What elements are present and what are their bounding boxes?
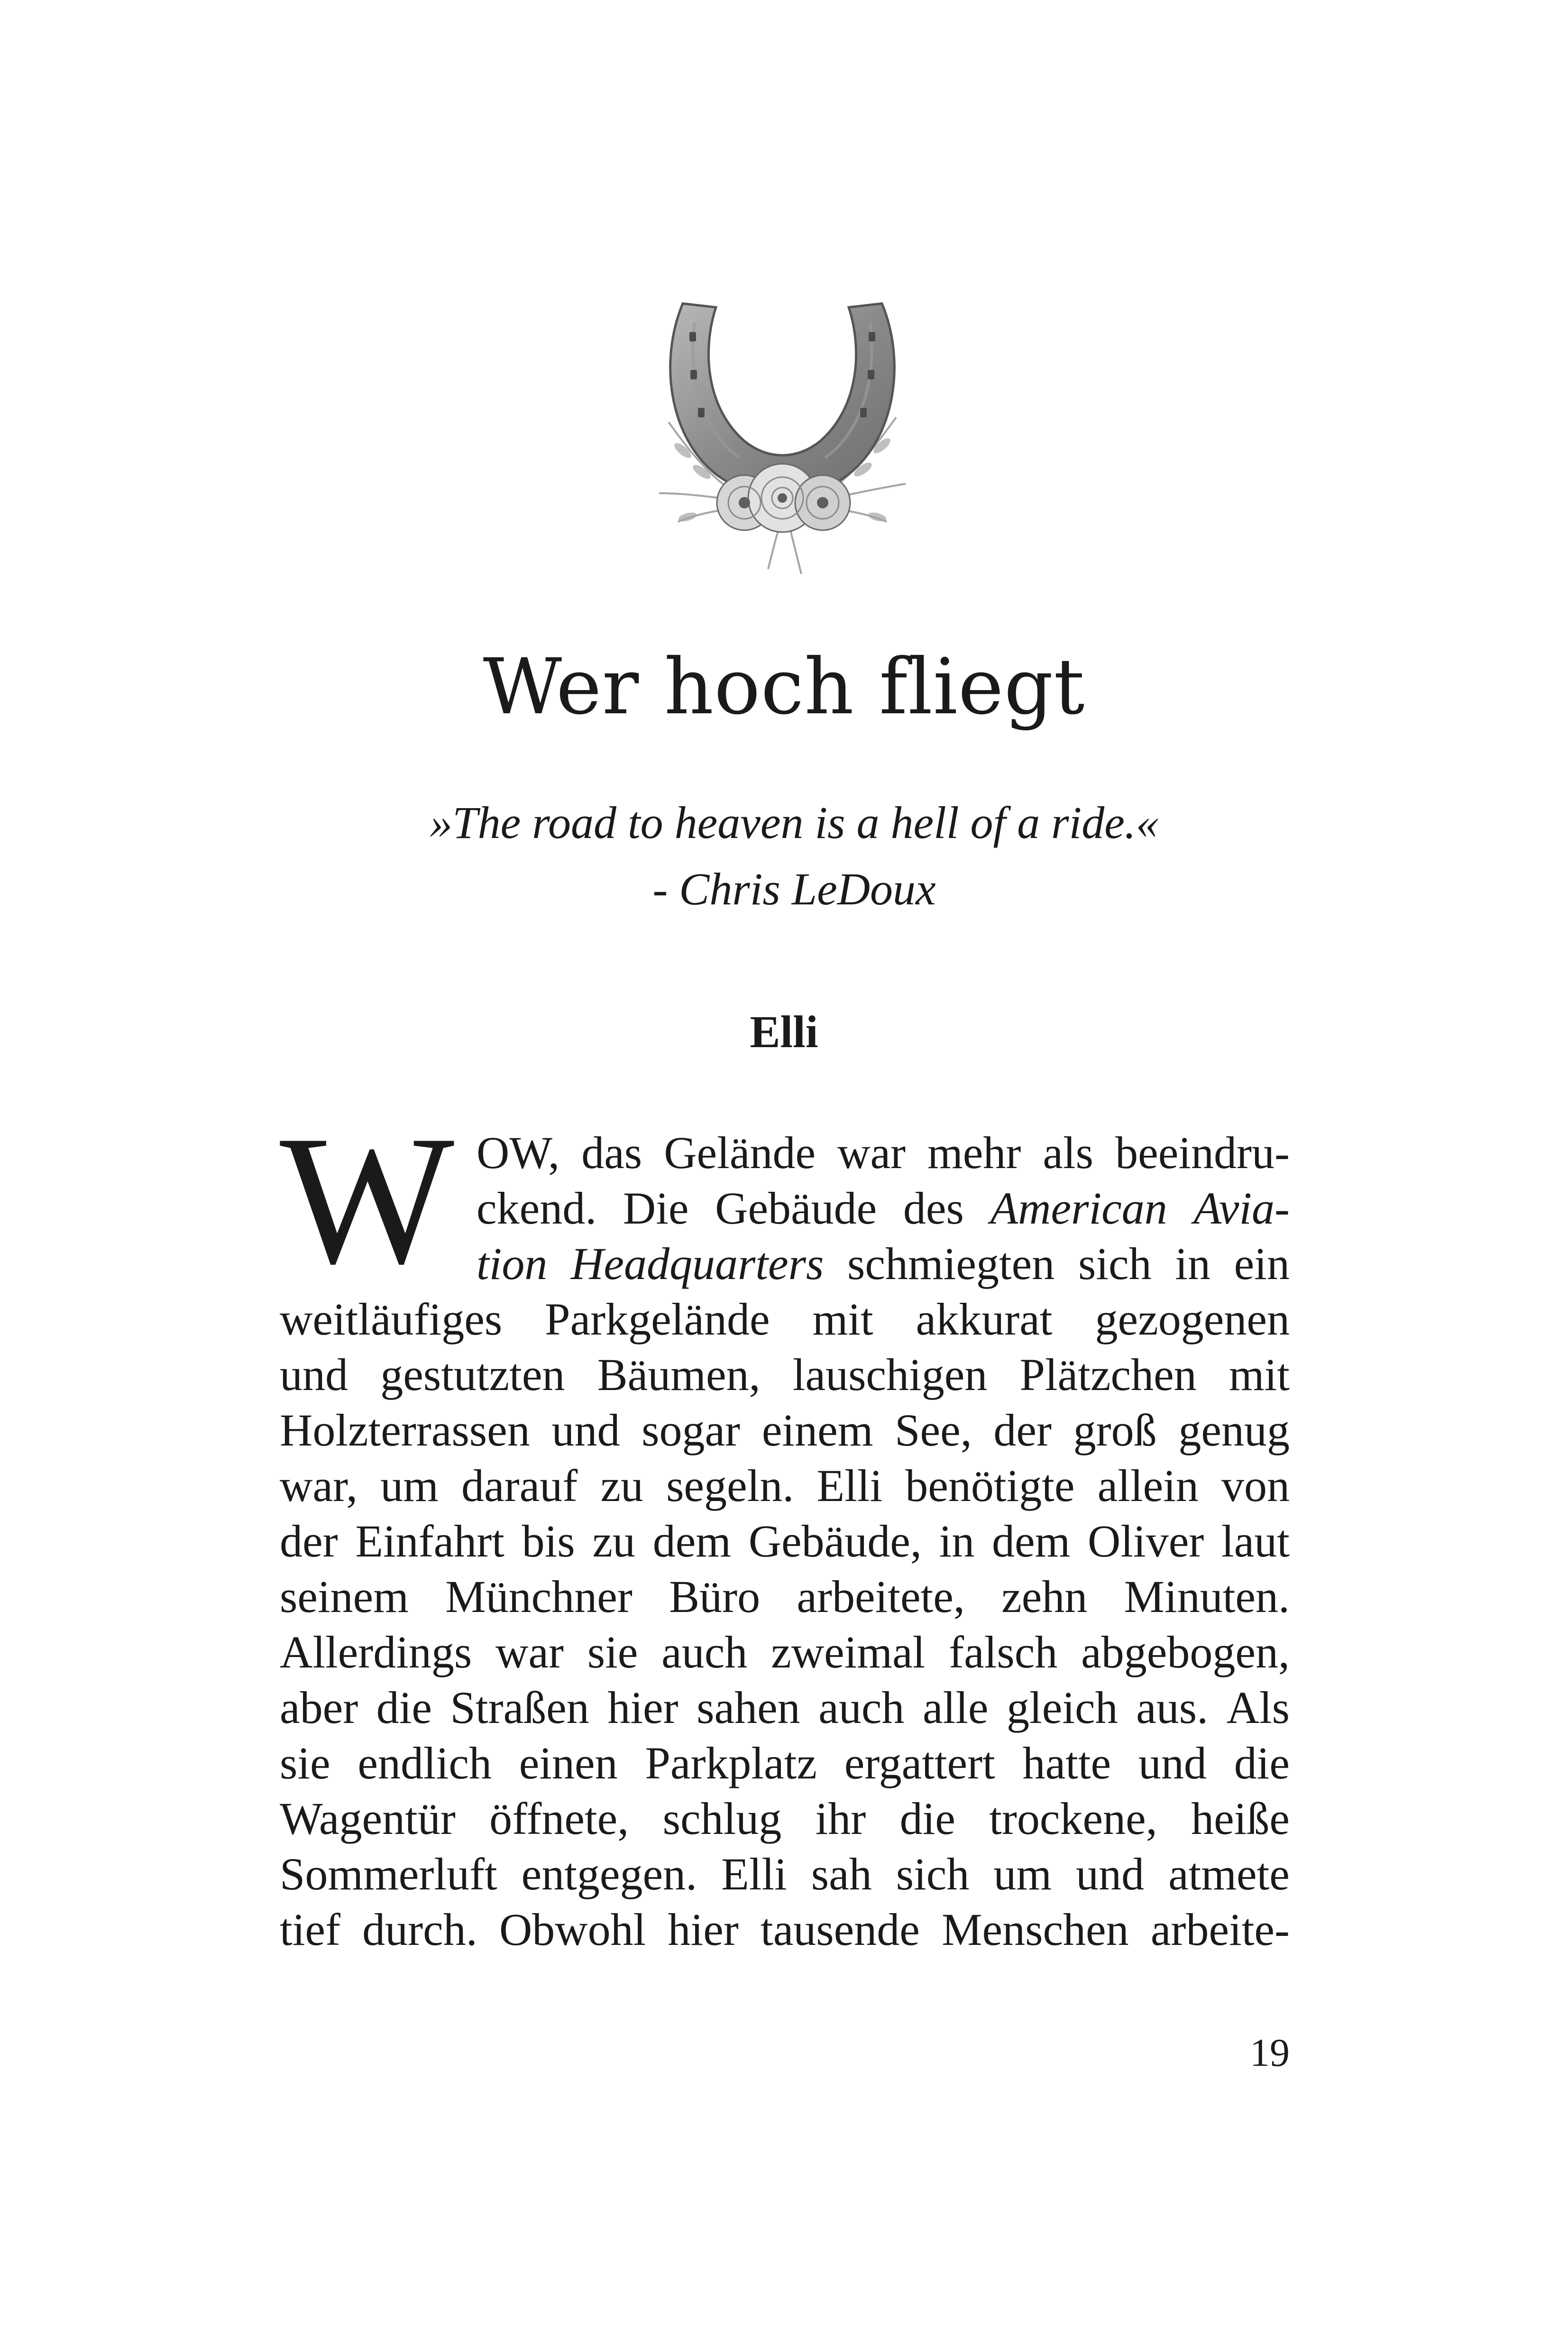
body-line: Allerdings war sie auch zweimal falsch abgebogen, — [280, 1627, 1290, 1677]
pov-character-heading: Elli — [750, 1006, 818, 1057]
drop-cap: W — [280, 1097, 455, 1302]
body-line: weitläufiges Parkgelände mit akkurat gezogenen — [280, 1294, 1290, 1345]
body-line: Holzterrassen und sogar einem See, der groß genug — [280, 1405, 1290, 1455]
page-number: 19 — [1250, 2031, 1290, 2075]
body-line: OW, das Gelände war mehr als beeindru- — [477, 1127, 1290, 1178]
body-line: seinem Münchner Büro arbeitete, zehn Minuten. — [280, 1571, 1290, 1622]
epigraph — [403, 790, 1185, 922]
body-line: tief durch. Obwohl hier tausende Menschen arbeite- — [280, 1904, 1290, 1955]
body-line: war, um darauf zu segeln. Elli benötigte allein von — [280, 1460, 1290, 1511]
body-line: der Einfahrt bis zu dem Gebäude, in dem Oliver laut — [280, 1516, 1290, 1566]
body-line: sie endlich einen Parkplatz ergattert hatte und die — [280, 1738, 1290, 1788]
body-line: Sommerluft entgegen. Elli sah sich um und atmete — [280, 1849, 1290, 1899]
body-line: ckend. Die Gebäude des American Avia- — [477, 1183, 1290, 1234]
body-line: tion Headquarters schmiegten sich in ein — [477, 1238, 1290, 1289]
body-text — [280, 1125, 1290, 1957]
body-line: und gestutzten Bäumen, lauschigen Plätzchen mit — [280, 1349, 1290, 1400]
epigraph-author: - Chris LeDoux — [652, 864, 936, 914]
body-line: aber die Straßen hier sahen auch alle gleich aus. Als — [280, 1682, 1290, 1733]
epigraph-quote: »The road to heaven is a hell of a ride.« — [430, 797, 1159, 848]
chapter-title: Wer hoch fliegt — [483, 643, 1085, 732]
horseshoe-flowers-ornament — [650, 294, 915, 579]
body-line: Wagentür öffnete, schlug ihr die trockene, heiße — [280, 1793, 1290, 1844]
